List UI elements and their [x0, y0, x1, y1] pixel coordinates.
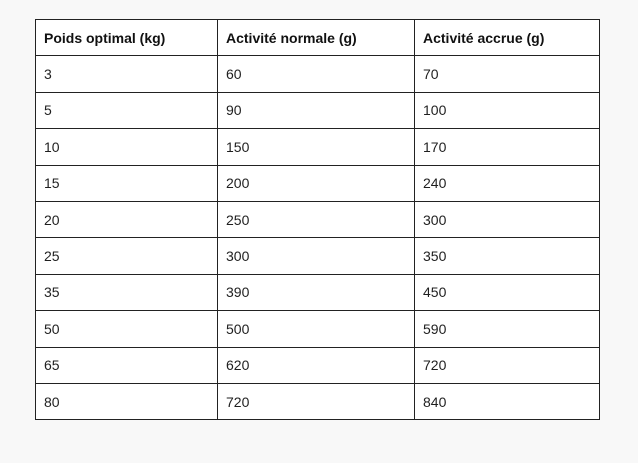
table-body — [36, 56, 600, 420]
weight-cell: 15 — [36, 165, 218, 201]
normal-activity-cell: 300 — [218, 238, 415, 274]
high-activity-cell: 70 — [415, 56, 600, 92]
table-row — [36, 347, 600, 383]
table-row — [36, 311, 600, 347]
high-activity-cell: 350 — [415, 238, 600, 274]
weight-cell: 35 — [36, 274, 218, 310]
weight-cell: 80 — [36, 383, 218, 419]
high-activity-cell: 840 — [415, 383, 600, 419]
table-row — [36, 92, 600, 128]
normal-activity-cell: 150 — [218, 129, 415, 165]
weight-cell: 50 — [36, 311, 218, 347]
normal-activity-cell: 90 — [218, 92, 415, 128]
weight-cell: 5 — [36, 92, 218, 128]
normal-activity-cell: 500 — [218, 311, 415, 347]
header-cell-high-activity: Activité accrue (g) — [415, 20, 600, 56]
header-cell-normal-activity: Activité normale (g) — [218, 20, 415, 56]
high-activity-cell: 720 — [415, 347, 600, 383]
weight-cell: 10 — [36, 129, 218, 165]
table-row — [36, 201, 600, 237]
feeding-table — [35, 19, 600, 420]
table-row — [36, 56, 600, 92]
high-activity-cell: 300 — [415, 201, 600, 237]
high-activity-cell: 240 — [415, 165, 600, 201]
header-cell-weight: Poids optimal (kg) — [36, 20, 218, 56]
clipped-text-strip — [0, 0, 638, 6]
normal-activity-cell: 620 — [218, 347, 415, 383]
table-row — [36, 383, 600, 419]
weight-cell: 65 — [36, 347, 218, 383]
weight-cell: 20 — [36, 201, 218, 237]
weight-cell: 3 — [36, 56, 218, 92]
normal-activity-cell: 720 — [218, 383, 415, 419]
high-activity-cell: 170 — [415, 129, 600, 165]
normal-activity-cell: 60 — [218, 56, 415, 92]
table-row — [36, 129, 600, 165]
table-header-row — [36, 20, 600, 56]
normal-activity-cell: 390 — [218, 274, 415, 310]
normal-activity-cell: 200 — [218, 165, 415, 201]
table-row — [36, 238, 600, 274]
high-activity-cell: 450 — [415, 274, 600, 310]
table-row — [36, 274, 600, 310]
high-activity-cell: 100 — [415, 92, 600, 128]
high-activity-cell: 590 — [415, 311, 600, 347]
weight-cell: 25 — [36, 238, 218, 274]
table-row — [36, 165, 600, 201]
normal-activity-cell: 250 — [218, 201, 415, 237]
